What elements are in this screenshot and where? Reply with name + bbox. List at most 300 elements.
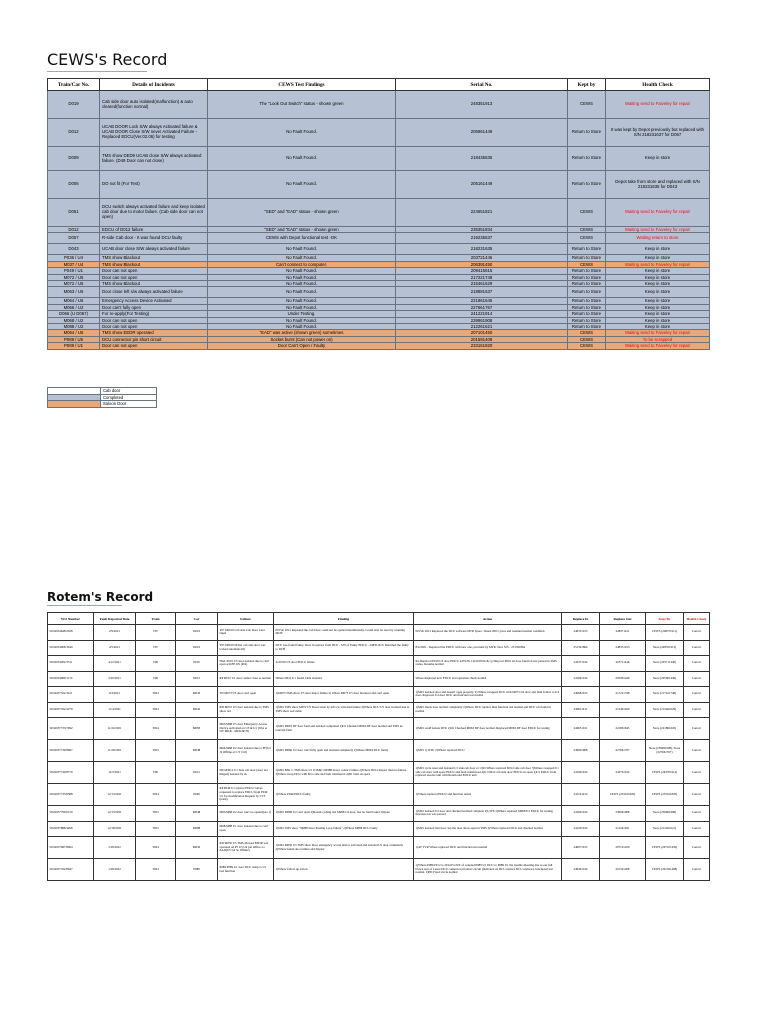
- cell-details-of-incidents: Door can not open: [100, 324, 208, 330]
- cell-cews-test-findings: No Fault Found.: [208, 119, 396, 147]
- cell-cews-test-findings: No Fault Found.: [208, 147, 396, 171]
- color-legend: [47, 387, 157, 408]
- cell-train-car-no: M037 / U4: [48, 261, 100, 267]
- cell-action: 8/4/2021 - Replaced the EDCU with new one, provided by MTR. New S/N - 251391864: [414, 640, 562, 656]
- table-row: [48, 343, 710, 349]
- cell-train-car-no: P049 / U1: [48, 268, 100, 274]
- cell-health-check: Keep in store: [606, 317, 710, 323]
- rotem-record-title: Rotem's Record: [47, 590, 154, 604]
- col-details-of-incidents: Details of Incidents: [100, 79, 208, 91]
- table-row: [48, 718, 710, 740]
- cell-kept-by: CEWS: [568, 91, 606, 119]
- cell-train: T024: [136, 784, 176, 806]
- cell-cews-test-findings: No Fault Found.: [208, 244, 396, 255]
- cell-health-check: Correct: [684, 702, 710, 718]
- cell-wo-number: WO2034908/3449: [48, 640, 94, 656]
- cell-kept-by: Store (205961449): [646, 671, 684, 687]
- cell-replace-in: 251391864: [562, 640, 600, 656]
- cell-serial-no: 239961908: [396, 317, 568, 323]
- cell-replace-out: 217221748: [600, 687, 646, 703]
- cell-action: 1)M91 1) DTU 2)Where replaced DCU: [414, 740, 562, 762]
- cell-health-check: Waiting return to store: [606, 233, 710, 244]
- rotem-record-table: [47, 612, 710, 881]
- cell-car: M088: [176, 821, 218, 837]
- cell-details-of-incidents: UCAB DOOR Lock S/W always Activated failure & UCAB DOOR Close S/W never Activated Failure - Replaced EDCU(Ver.02.06) for testing: [100, 119, 208, 147]
- cell-cews-test-findings: No Fault Found.: [208, 255, 396, 261]
- cell-car: M083: [176, 718, 218, 740]
- col-failure: Failure: [218, 613, 274, 625]
- cell-health-check: Keep in store: [606, 324, 710, 330]
- cell-action: 1)M91 isolated door and doesn't open properly. 2) Where swapped DCU with M073 U4 door and fault follow to U4 door. Replaced U4 door DCU and function test normal: [414, 687, 562, 703]
- cell-train: T07: [136, 640, 176, 656]
- cell-health-check: Keep in store: [606, 274, 710, 280]
- cell-serial-no: 219235637: [396, 233, 568, 244]
- cell-kept-by: Return to Store: [568, 171, 606, 199]
- cell-train-car-no: D066 (U D067): [48, 311, 100, 317]
- cell-fault-reported-date: 1/28/2022: [94, 837, 136, 859]
- cell-train: T025: [136, 740, 176, 762]
- cell-kept-by: CEWS: [568, 336, 606, 342]
- cell-serial-no: 224651821: [396, 199, 568, 227]
- cell-details-of-incidents: DCU connector pin short circuit: [100, 336, 208, 342]
- legend-label: Cab door: [101, 388, 157, 395]
- cell-failure: M63/M98 U5 door Emergency Access Device Activated on U5 & U1 (Was at DY MKK - MUKIR H): [218, 718, 274, 740]
- cell-details-of-incidents: Cab side door auto isolated(malfunction) & auto cleared(function normal): [100, 91, 208, 119]
- cell-fault-reported-date: 9/3/2021: [94, 687, 136, 703]
- cell-kept-by: Return to Store: [568, 281, 606, 287]
- cell-car: D019: [176, 625, 218, 641]
- cell-serial-no: 205961449: [396, 119, 568, 147]
- cell-train-car-no: M072 / U5: [48, 281, 100, 287]
- table-row: [48, 740, 710, 762]
- cell-train: T024: [136, 702, 176, 718]
- cell-failure: M64/M68 U2 door isolated due to PF(U2 J2 Offline at C/T Ctrl): [218, 740, 274, 762]
- cell-train-car-no: D061: [48, 199, 100, 227]
- cell-train: T07: [136, 625, 176, 641]
- cell-failure: D012D012 U1 Side cab door (door not hinged) isolated by sk: [218, 762, 274, 784]
- cell-finding: 09 Feb 2021 Repeated the Cab Door could not be opened intermittently. Could only be reset by resetting MCB: [274, 625, 414, 641]
- cell-serial-no: 201591408: [396, 336, 568, 342]
- cell-details-of-incidents: Door can not open: [100, 317, 208, 323]
- cell-fault-reported-date: 12/3/2021: [94, 762, 136, 784]
- cell-finding: 1)M91 M063 DF door fault and isolated completed 2)D1 Checked M064 DF door normal and TMS no relevant fault: [274, 718, 414, 740]
- table-row: [48, 233, 710, 244]
- cell-health-check: Waiting send to Faiveley for repair: [606, 199, 710, 227]
- cell-train: T025: [136, 806, 176, 822]
- cell-failure: RD M072 U5 door isolated due to TMS show red: [218, 702, 274, 718]
- cell-failure: P089 P089 U1 door DCU setup to U1 bad function: [218, 859, 274, 881]
- cell-cews-test-findings: No Fault Found.: [208, 317, 396, 323]
- rotem-header-row: [48, 613, 710, 625]
- cell-details-of-incidents: Door can not open: [100, 268, 208, 274]
- cell-car: M048: [176, 740, 218, 762]
- cell-car: M042: [176, 702, 218, 718]
- cell-train-car-no: D009: [48, 147, 100, 171]
- cell-kept-by: Store (215461629): [646, 702, 684, 718]
- cell-serial-no: 207101450: [396, 330, 568, 336]
- cell-kept-by: Return to Store: [568, 255, 606, 261]
- col-finding: Finding: [274, 613, 414, 625]
- cell-train-car-no: P036 / U4: [48, 255, 100, 261]
- cell-serial-no: 206391450: [396, 261, 568, 267]
- cell-details-of-incidents: TMS show Blackout: [100, 255, 208, 261]
- cell-replace-in: 241601914: [562, 806, 600, 822]
- cell-kept-by: Return to Store: [568, 304, 606, 310]
- cell-health-check: Keep in store: [606, 268, 710, 274]
- cell-serial-no: 209415615: [396, 268, 568, 274]
- cell-replace-out: 207101450: [600, 837, 646, 859]
- cell-kept-by: Store (239991908), Store (227661767): [646, 740, 684, 762]
- cell-serial-no: 215461629: [396, 281, 568, 287]
- cell-train: T06: [136, 656, 176, 672]
- cell-health-check: Correct: [684, 740, 710, 762]
- cell-finding: 1)Where follow up action: [274, 859, 414, 881]
- cell-cews-test-findings: No Fault Found.: [208, 281, 396, 287]
- cell-details-of-incidents: UCAB door close S/W always activated failure: [100, 244, 208, 255]
- cell-car: P089: [176, 859, 218, 881]
- table-row: [48, 784, 710, 806]
- cell-kept-by: CEWS: [568, 199, 606, 227]
- cell-kept-by: Store (239961908): [646, 806, 684, 822]
- cell-kept-by: Return to Store: [568, 268, 606, 274]
- cell-fault-reported-date: 2/9/2021: [94, 625, 136, 641]
- cell-train: T06: [136, 671, 176, 687]
- cell-kept-by: CEWS: [568, 261, 606, 267]
- table-row: [48, 702, 710, 718]
- col-serial-no: Serial No.: [396, 79, 568, 91]
- cell-details-of-incidents: TMS show Blackout: [100, 261, 208, 267]
- cell-action: 09 Feb 2021 Replaced the DCU software MTR Spare. Tested 200 Cycles and resumed normal condition: [414, 625, 562, 641]
- cell-cews-test-findings: No Fault Found.: [208, 171, 396, 199]
- cell-health-check: Correct: [684, 762, 710, 784]
- cell-replace-in: 240351913: [562, 625, 600, 641]
- cell-health-check: Waiting send to Faiveley for repair: [606, 91, 710, 119]
- table-row: [48, 821, 710, 837]
- cell-wo-number: WO2037739/8697: [48, 740, 94, 762]
- cell-car: M043: [176, 687, 218, 703]
- cell-cews-test-findings: No Fault Found.: [208, 274, 396, 280]
- cell-replace-out: 227661767: [600, 740, 646, 762]
- cell-finding: 1)M073 TMS show U5 door major failure 2) Where M073 U5 door blackout and can't open: [274, 687, 414, 703]
- cell-health-check: Waiting send to Faiveley for repair: [606, 343, 710, 349]
- table-row: [48, 859, 710, 881]
- cews-title-underline: [47, 71, 147, 72]
- cell-health-check: Correct: [684, 718, 710, 740]
- cell-wo-number: WO2034202/3511: [48, 656, 94, 672]
- cell-failure: M63/M68 U2 door can't no opened(As 1): [218, 806, 274, 822]
- cell-train-car-no: M064 / U6: [48, 298, 100, 304]
- cell-serial-no: 248351913: [396, 91, 568, 119]
- cell-health-check: Keep in store: [606, 298, 710, 304]
- cell-health-check: Keep in store: [606, 311, 710, 317]
- rotem-title-underline: [47, 605, 122, 606]
- cell-failure: T07 D0019 Cab side Cab Door Cant Open: [218, 625, 274, 641]
- col-kept-by: Kept By: [646, 613, 684, 625]
- cell-health-check: Correct: [684, 821, 710, 837]
- cell-replace-out: 215461629: [600, 702, 646, 718]
- cell-fault-reported-date: 1/28/2022: [94, 859, 136, 881]
- cell-replace-out: CEWS (233161820): [600, 784, 646, 806]
- cell-action: 1)M91 cycle reset and isolated U1 side cab door s/c 2)U1Where replaced D012 side cab door 3)Where swapped U1 side cab door with spare EDCU and fault transferred 4)U1 D012 cab side door EDCU on spare 4)U1 EDCU from replaced resolve unit with Rotem and EDCU unit: [414, 762, 562, 784]
- cell-details-of-incidents: Door close left s/w always activated failure: [100, 287, 208, 298]
- table-row: [48, 91, 710, 119]
- cell-serial-no: 203721446: [396, 255, 568, 261]
- cell-serial-no: 218881637: [396, 287, 568, 298]
- table-row: [48, 625, 710, 641]
- cell-replace-in: 240611911: [562, 702, 600, 718]
- cell-train: T024: [136, 837, 176, 859]
- table-row: [48, 287, 710, 298]
- cell-wo-number: WO2037687/8064: [48, 837, 94, 859]
- cell-car: D012: [176, 671, 218, 687]
- col-health-check: Health Check: [606, 79, 710, 91]
- cell-train: T025: [136, 821, 176, 837]
- cell-replace-out: 212261621: [600, 821, 646, 837]
- cell-replace-in: 241901914: [562, 762, 600, 784]
- cell-wo-number: WO2037762/2279: [48, 702, 94, 718]
- cell-replace-out: 205711446: [600, 656, 646, 672]
- cell-health-check: Correct: [684, 625, 710, 641]
- cell-health-check: Depot take from store and replaced with S/N 218231635 for D043: [606, 171, 710, 199]
- cell-cews-test-findings: No Fault Found.: [208, 298, 396, 304]
- cell-health-check: Keep in store: [606, 147, 710, 171]
- cell-details-of-incidents: Door can't fully open: [100, 304, 208, 310]
- cell-train-car-no: M068 / U2: [48, 317, 100, 323]
- cews-header-row: [48, 79, 710, 91]
- cell-health-check: Correct: [684, 784, 710, 806]
- cell-serial-no: 233161820: [396, 343, 568, 349]
- cell-wo-number: WO2037888/4496: [48, 821, 94, 837]
- table-row: [48, 762, 710, 784]
- cell-action: Where Replaced new EDCU and operation check normal: [414, 671, 562, 687]
- cews-record-table: [47, 78, 710, 350]
- cell-fault-reported-date: 12/18/2021: [94, 821, 136, 837]
- cell-fault-reported-date: 4/5/2021: [94, 640, 136, 656]
- cell-serial-no: 221861645: [396, 298, 568, 304]
- cell-train-car-no: P089 / U5: [48, 336, 100, 342]
- col-cews-test-findings: CEWS Test Findings: [208, 79, 396, 91]
- cell-train-car-no: M088 / U2: [48, 324, 100, 330]
- legend-swatch: [48, 401, 101, 408]
- cell-serial-no: 227661767: [396, 304, 568, 310]
- cell-replace-in: 241691914: [562, 671, 600, 687]
- cell-car: M048: [176, 806, 218, 822]
- cell-kept-by: Return to Store: [568, 311, 606, 317]
- cell-train-car-no: M064 / U5: [48, 330, 100, 336]
- cell-wo-number: WO2037762/8947: [48, 859, 94, 881]
- cell-wo-number: WO2037322/3411: [48, 687, 94, 703]
- cell-action: 1)M91 swaP isolate DTU 2)D1 Checked M063 DF door normal. Replaced M063 DF door EDCU for testing: [414, 718, 562, 740]
- cell-serial-no: 241221914: [396, 311, 568, 317]
- cell-cews-test-findings: No Fault Found.: [208, 304, 396, 310]
- table-row: [48, 671, 710, 687]
- col-health-check: Health Check: [684, 613, 710, 625]
- cell-replace-in: 240681915: [562, 687, 600, 703]
- cell-health-check: Correct: [684, 837, 710, 859]
- table-row: [48, 147, 710, 171]
- cell-cews-test-findings: "SED" and "EAD" status - shown green: [208, 227, 396, 233]
- cell-fault-reported-date: 5/20/2021: [94, 671, 136, 687]
- cell-details-of-incidents: EDCU of D012 failure: [100, 227, 208, 233]
- cell-fault-reported-date: 11/4/2021: [94, 702, 136, 718]
- cell-replace-in: 240071915: [562, 837, 600, 859]
- cell-kept-by: CEWS: [568, 227, 606, 233]
- cell-health-check: Keep in store: [606, 255, 710, 261]
- cell-kept-by: CEWS: [568, 233, 606, 244]
- cell-cews-test-findings: Door Can't Open / Faulty: [208, 343, 396, 349]
- cell-action: 1)Where P089 DCU is 201415 OUT of coupled P089 U1 DCU to P089 U1 the trouble shooting due to our full blown rear of Latest DCU connector pin short circuit (indicated on DCU replace DCU replaced, functional test normal, 2)P8: Fixed circle normal: [414, 859, 562, 881]
- col-car: Car: [176, 613, 218, 625]
- col-train-car-no: Train/Car No.: [48, 79, 100, 91]
- cell-replace-in: 241201914: [562, 821, 600, 837]
- cews-record-title: CEWS's Record: [47, 50, 168, 69]
- cell-train: T024: [136, 859, 176, 881]
- cell-cews-test-findings: "SED" and "EAD" status - shown green: [208, 199, 396, 227]
- cell-finding: At P016 U3 door EDCU failure: [274, 656, 414, 672]
- cell-kept-by: Return to Store: [568, 147, 606, 171]
- cell-kept-by: Store (217221748): [646, 687, 684, 703]
- col-action: Action: [414, 613, 562, 625]
- cell-health-check: Correct: [684, 859, 710, 881]
- table-row: [48, 806, 710, 822]
- cell-details-of-incidents: Emergency Access Device Activated: [100, 298, 208, 304]
- cell-kept-by: Store (221861645): [646, 718, 684, 740]
- cell-wo-number: WO2034689/1174: [48, 671, 94, 687]
- cell-kept-by: Return to Store: [568, 298, 606, 304]
- cell-action: Re-Replaced P016 U3 door EDCU 4479 Hr. J1419 P016 & cycling test P016 all door function test passed in TMS status. Resume normal: [414, 656, 562, 672]
- cell-action: 1)M91 isolated that door. Set the door show open in TMS 2)Where replaced DCU and checked normal: [414, 821, 562, 837]
- cell-kept-by: CEWS (233161820): [646, 784, 684, 806]
- cell-fault-reported-date: 11/29/2021: [94, 740, 136, 762]
- cell-finding: 1)M91 TMS show "M088 Door Passing Loop failure" 2)Where M088 DCU faulty: [274, 821, 414, 837]
- cell-action: 1)M91 isolated U2 door and checked isolated complete 2)U1F6 3)Where replaced M068 U2 EDCU for testing, function test was passed: [414, 806, 562, 822]
- legend-label: Completed: [101, 394, 157, 401]
- cell-kept-by: Return to Store: [568, 287, 606, 298]
- cell-train-car-no: D006: [48, 171, 100, 199]
- cell-fault-reported-date: 11/22/2021: [94, 718, 136, 740]
- cell-cews-test-findings: No Fault Found.: [208, 287, 396, 298]
- cell-train: T024: [136, 718, 176, 740]
- cell-cews-test-findings: "EAD" was active (shown green) sometimes: [208, 330, 396, 336]
- cell-serial-no: 218435635: [396, 147, 568, 171]
- legend-item: [48, 401, 157, 408]
- cell-cews-test-findings: The "Look Out Switch" status - shown green: [208, 91, 396, 119]
- cell-cews-test-findings: No Fault Found.: [208, 324, 396, 330]
- cell-health-check: Correct: [684, 640, 710, 656]
- cell-serial-no: 218231635: [396, 244, 568, 255]
- col-replace-out: Replace Out: [600, 613, 646, 625]
- cell-details-of-incidents: DO not fit (For Test): [100, 171, 208, 199]
- cell-train-car-no: M066 / U2: [48, 304, 100, 310]
- cell-health-check: Keep in store: [606, 244, 710, 255]
- cell-failure: TN M073 U5 door can't open: [218, 687, 274, 703]
- cell-failure: HAL P016 U3 door isolated due to can't open at KEE DS (R/4): [218, 656, 274, 672]
- cell-cews-test-findings: No Fault Found.: [208, 268, 396, 274]
- cell-wo-number: WO2037799/0159: [48, 806, 94, 822]
- cell-car: D019: [176, 640, 218, 656]
- cell-replace-in: 243471914: [562, 656, 600, 672]
- cell-cews-test-findings: Socket burnt (Can not power on): [208, 336, 396, 342]
- cell-fault-reported-date: 4/12/2021: [94, 656, 136, 672]
- cell-details-of-incidents: R-side Cab door - It was found DCU faulty: [100, 233, 208, 244]
- cell-kept-by: CEWS (207101450): [646, 837, 684, 859]
- cell-train-car-no: D043: [48, 244, 100, 255]
- cell-health-check: Correct: [684, 806, 710, 822]
- cell-train-car-no: M072 / U5: [48, 274, 100, 280]
- cell-finding: 1)M91 M050 U5 TMS show Door emergency access device activated and isolated U5 door completely 2)Where found door failure and display: [274, 837, 414, 859]
- cell-kept-by: Store (205711446): [646, 656, 684, 672]
- cell-car: P016: [176, 656, 218, 672]
- cell-health-check: Waiting send to Faiveley for repair: [606, 227, 710, 233]
- cell-details-of-incidents: DCU switch always activated failure and keep isolated cab door due to motor failure. (Cab side door can not open): [100, 199, 208, 227]
- table-row: [48, 656, 710, 672]
- cell-health-check: Keep in store: [606, 281, 710, 287]
- cell-health-check: Correct: [684, 656, 710, 672]
- cell-kept-by: Store (212261621): [646, 821, 684, 837]
- cell-health-check: Keep in store: [606, 287, 710, 298]
- cell-kept-by: Store (248351913): [646, 640, 684, 656]
- cell-wo-number: WO2037733/7992: [48, 718, 94, 740]
- cell-car: M050: [176, 837, 218, 859]
- cell-replace-out: 243761914: [600, 762, 646, 784]
- cell-health-check: Waiting send to Faiveley for repair: [606, 330, 710, 336]
- table-row: [48, 199, 710, 227]
- cell-train-car-no: D057: [48, 233, 100, 244]
- cell-car: P049: [176, 784, 218, 806]
- col-fault-reported-date: Fault Reported Date: [94, 613, 136, 625]
- cell-action: 1)AT TVR Where replaced DCU and function test normal: [414, 837, 562, 859]
- cell-finding: Where D012 U1 found cable isolated: [274, 671, 414, 687]
- cell-train-car-no: D019: [48, 91, 100, 119]
- cell-serial-no: 235351834: [396, 227, 568, 233]
- cell-replace-out: 201591408: [600, 859, 646, 881]
- cell-details-of-incidents: Door can not open: [100, 274, 208, 280]
- cell-replace-in: 240491914: [562, 859, 600, 881]
- cell-cews-test-findings: Can't connect to computer.: [208, 261, 396, 267]
- cell-finding: DCU was found faulty. Door in replace from DCU - S/N of Faulty EDCU - 248351913. Returned the faulty to DCB: [274, 640, 414, 656]
- cell-kept-by: Return to Store: [568, 119, 606, 147]
- cell-serial-no: 205161449: [396, 171, 568, 199]
- table-row: [48, 171, 710, 199]
- cell-train-car-no: D012: [48, 119, 100, 147]
- cell-replace-out: 221861645: [600, 718, 646, 740]
- cell-health-check: It was kept by Depot previously but replaced with S/N 218231637 for D057: [606, 119, 710, 147]
- cell-replace-out: 239961908: [600, 806, 646, 822]
- table-row: [48, 687, 710, 703]
- table-row: [48, 244, 710, 255]
- cell-failure: T07 D0019 Driver cab side door was locked automatically: [218, 640, 274, 656]
- cell-wo-number: WO2037740/8779: [48, 762, 94, 784]
- cell-details-of-incidents: TMS show EEDR operated: [100, 330, 208, 336]
- legend-label: Saloon Door: [101, 401, 157, 408]
- cell-failure: RP P049 U1 replace EDCU valves requested to replace EDCU from P049 U1 for modification Request by CTS (team): [218, 784, 274, 806]
- cell-health-check: To be scrapped: [606, 336, 710, 342]
- cell-replace-in: 240651911: [562, 718, 600, 740]
- cell-train-car-no: M063 / U5: [48, 287, 100, 298]
- cell-kept-by: Return to Store: [568, 274, 606, 280]
- cell-kept-by: CEWS: [568, 343, 606, 349]
- cell-kept-by: Return to Store: [568, 317, 606, 323]
- cell-details-of-incidents: Door can not open: [100, 343, 208, 349]
- cell-kept-by: Return to Store: [568, 244, 606, 255]
- cell-replace-out: 248351913: [600, 640, 646, 656]
- cell-action: 1)M91 check door normal completely 2)Where DCU replace then function test normal and DCU s/n found in normal: [414, 702, 562, 718]
- cell-failure: M68/M88 U1 door isolated due to can't open: [218, 821, 274, 837]
- cell-finding: 1)Where P049 EDCU faulty: [274, 784, 414, 806]
- cell-failure: RP D012 U1 door cannot close as normal: [218, 671, 274, 687]
- cell-cews-test-findings: CEWS with Depot functional test -OK: [208, 233, 396, 244]
- cell-train-car-no: D012: [48, 227, 100, 233]
